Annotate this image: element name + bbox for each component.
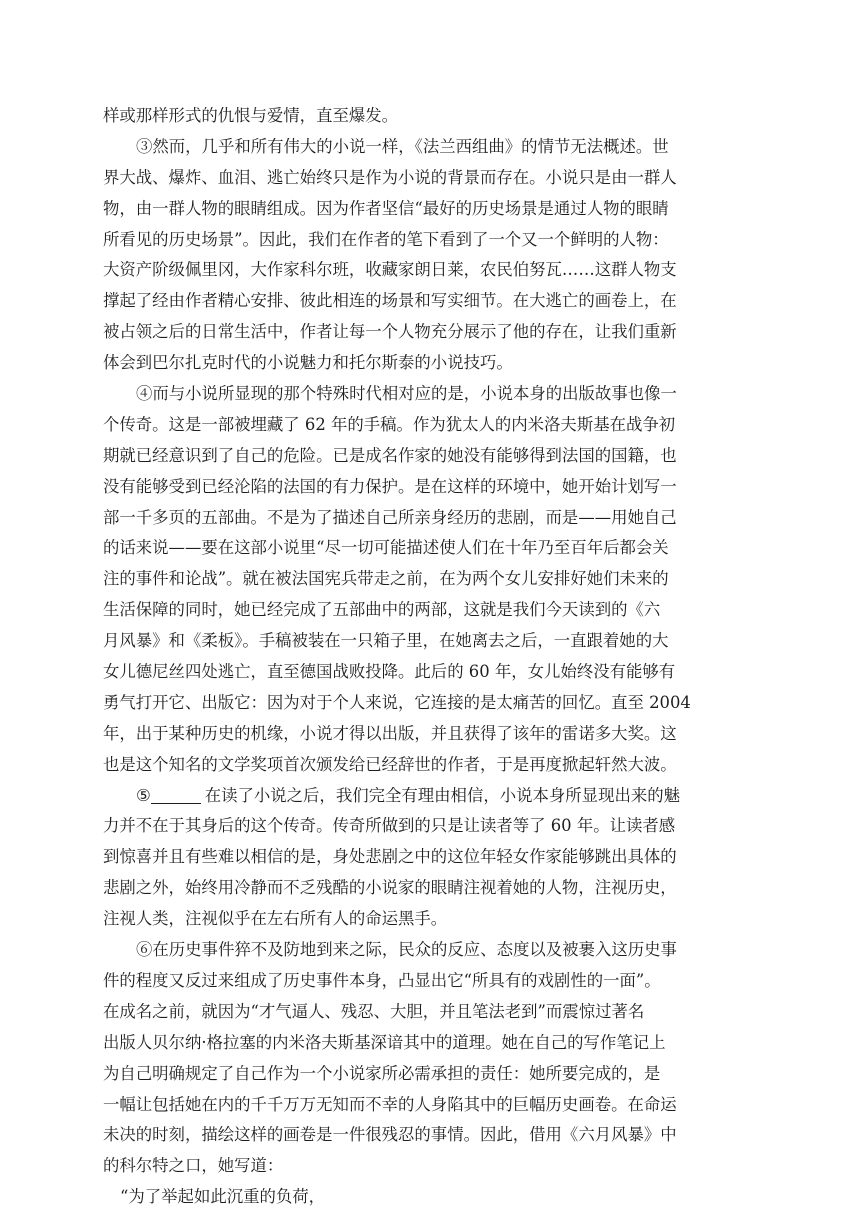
text-line: 出版人贝尔纳·格拉塞的内米洛夫斯基深谙其中的道理。她在自己的写作笔记上 xyxy=(103,1032,666,1052)
text-line: ⑥在历史事件猝不及防地到来之际，民众的反应、态度以及被裹入这历史事 xyxy=(136,940,677,960)
text-line: 部一千多页的五部曲。不是为了描述自己所亲身经历的悲剧，而是——用她自己 xyxy=(103,507,677,527)
text-line: 体会到巴尔扎克时代的小说魅力和托尔斯泰的小说技巧。 xyxy=(103,353,513,373)
text-line: 生活保障的同时，她已经完成了五部曲中的两部，这就是我们今天读到的《六 xyxy=(103,600,661,620)
text-line: 所看见的历史场景”。因此，我们在作者的笔下看到了一个又一个鲜明的人物： xyxy=(103,229,669,249)
text-line: 一幅让包括她在内的千千万万无知而不幸的人身陷其中的巨幅历史画卷。在命运 xyxy=(103,1094,677,1114)
text-line: 月风暴》和《柔板》。手稿被装在一只箱子里，在她离去之后，一直跟着她的大 xyxy=(103,631,669,651)
quotation xyxy=(103,1182,759,1213)
text-line: “为了举起如此沉重的负荷， xyxy=(120,1187,326,1207)
fill-in-blank xyxy=(151,785,201,804)
paragraph-5 xyxy=(103,781,759,935)
text-line xyxy=(103,781,759,812)
text-line: ④而与小说所显现的那个特殊时代相对应的是，小说本身的出版故事也像一 xyxy=(136,384,677,404)
text-line: 个传奇。这是一部被埋藏了 62 年的手稿。作为犹太人的内米洛夫斯基在战争初 xyxy=(103,414,676,434)
text-line: 年，出于某种历史的机缘，小说才得以出版，并且获得了该年的雷诺多大奖。这 xyxy=(103,723,677,743)
paragraph-3 xyxy=(103,132,759,379)
text-line: 力并不在于其身后的这个传奇。传奇所做到的只是让读者等了 60 年。让读者感 xyxy=(103,816,676,836)
text-line: 在成名之前，就因为“才气逼人、残忍、大胆，并且笔法老到”而震惊过著名 xyxy=(103,1001,645,1021)
text-line: 的话来说——要在这部小说里“尽一切可能描述使人们在十年乃至百年后都会关 xyxy=(103,538,669,558)
text-line: 勇气打开它、出版它：因为对于个人来说，它连接的是太痛苦的回忆。直至 2004 xyxy=(103,692,691,712)
text-line: 女儿德尼丝四处逃亡，直至德国战败投降。此后的 60 年，女儿始终没有能够有 xyxy=(103,662,676,682)
text-line: 注视人类，注视似乎在左右所有人的命运黑手。 xyxy=(103,909,448,929)
paragraph-number: ⑤ xyxy=(136,785,151,805)
text-line: 注的事件和论战”。就在被法国宪兵带走之前，在为两个女儿安排好她们未来的 xyxy=(103,569,669,589)
text-line: 到惊喜并且有些难以相信的是，身处悲剧之中的这位年轻女作家能够跳出具体的 xyxy=(103,847,677,867)
text-line: 件的程度又反过来组成了历史事件本身，凸显出它“所具有的戏剧性的一面”。 xyxy=(103,970,661,990)
text-line: 期就已经意识到了自己的危险。已是成名作家的她没有能够得到法国的国籍，也 xyxy=(103,445,677,465)
paragraph-4 xyxy=(103,379,759,781)
document-body xyxy=(103,101,759,1213)
text-line: 未决的时刻，描绘这样的画卷是一件很残忍的事情。因此，借用《六月风暴》中 xyxy=(103,1125,677,1145)
text-line: 样或那样形式的仇恨与爱情，直至爆发。 xyxy=(103,106,399,125)
text-line: ③然而，几乎和所有伟大的小说一样，《法兰西组曲》的情节无法概述。世 xyxy=(136,136,669,156)
text-line: 界大战、爆炸、血泪、逃亡始终只是作为小说的背景而存在。小说只是由一群人 xyxy=(103,167,677,187)
text-run: 在读了小说之后，我们完全有理由相信，小说本身所显现出来的魅 xyxy=(204,785,681,805)
text-line: 也是这个知名的文学奖项首次颁发给已经辞世的作者，于是再度掀起轩然大波。 xyxy=(103,754,677,774)
text-line: 物，由一群人物的眼睛组成。因为作者坚信“最好的历史场景是通过人物的眼睛 xyxy=(103,198,669,218)
text-line: 的科尔特之口，她写道： xyxy=(103,1156,284,1176)
text-line: 没有能够受到已经沦陷的法国的有力保护。是在这样的环境中，她开始计划写一 xyxy=(103,476,677,496)
text-line: 为自己明确规定了自己作为一个小说家所必需承担的责任：她所要完成的，是 xyxy=(103,1063,661,1083)
paragraph-6 xyxy=(103,935,759,1182)
text-line: 悲剧之外，始终用冷静而不乏残酷的小说家的眼睛注视着她的人物，注视历史， xyxy=(103,878,677,898)
text-line: 撑起了经由作者精心安排、彼此相连的场景和写实细节。在大逃亡的画卷上，在 xyxy=(103,291,677,311)
paragraph-2-end xyxy=(103,101,759,132)
text-line: 被占领之后的日常生活中，作者让每一个人物充分展示了他的存在，让我们重新 xyxy=(103,322,677,342)
text-line: 大资产阶级佩里冈，大作家科尔班，收藏家朗日莱，农民伯努瓦……这群人物支 xyxy=(103,260,677,280)
